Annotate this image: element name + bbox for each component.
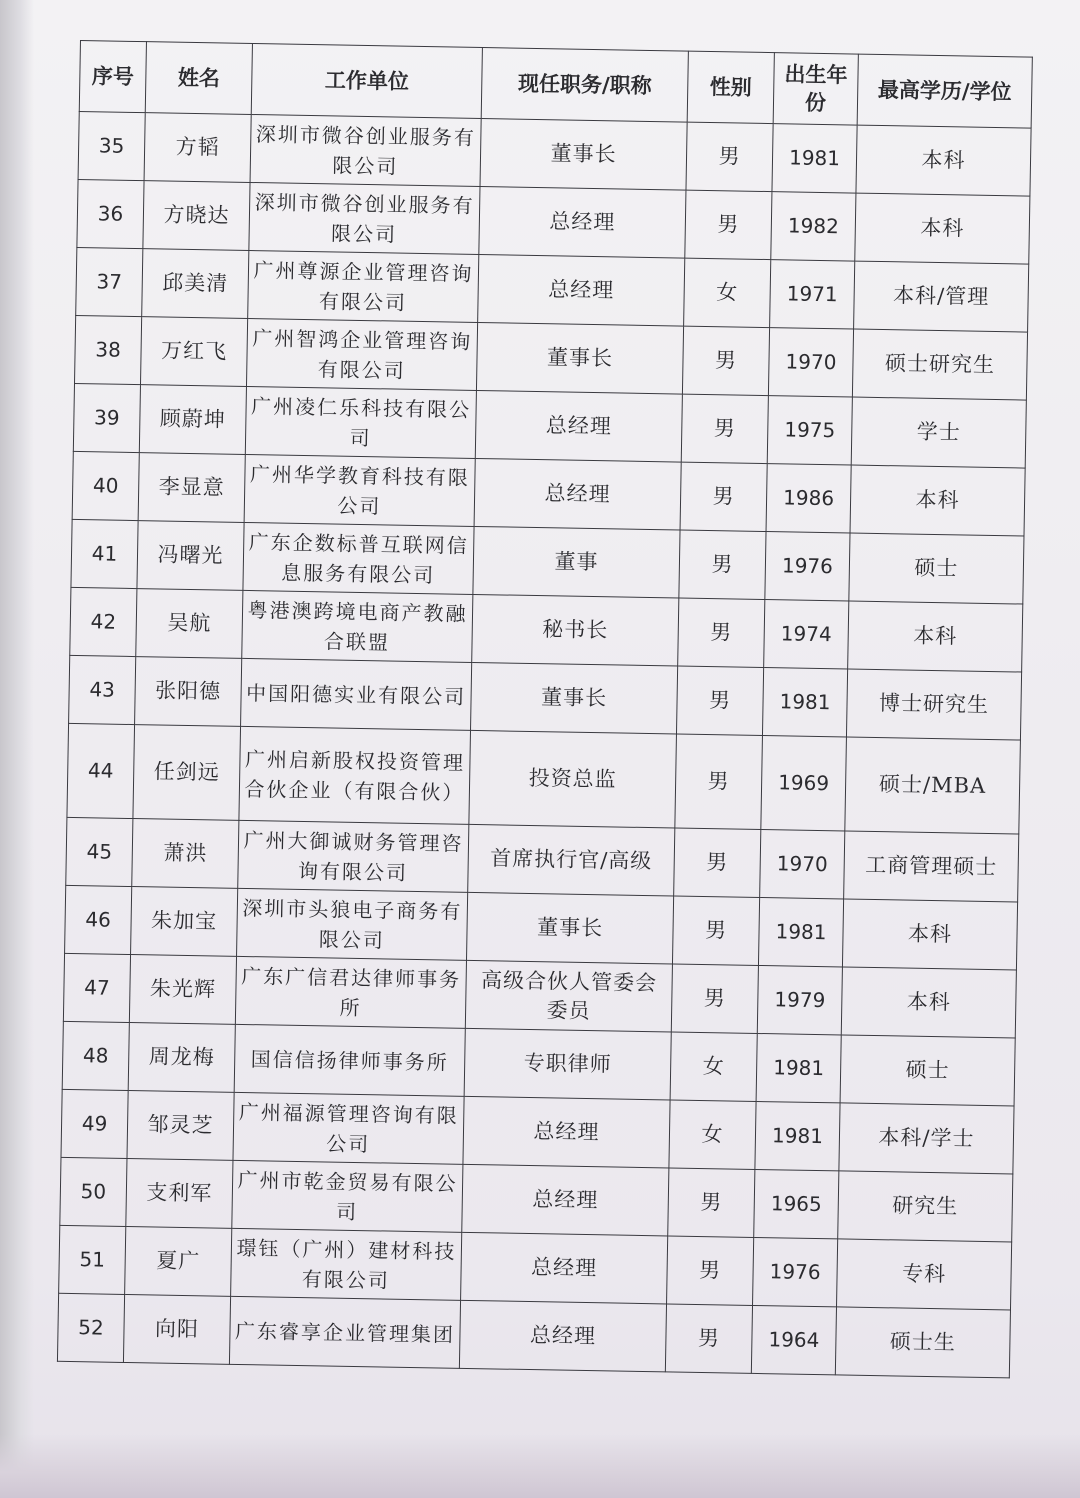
row-education: 本科/学士 xyxy=(839,1103,1014,1174)
row-education: 研究生 xyxy=(838,1171,1013,1242)
row-organization: 广州福源管理咨询有限公司 xyxy=(233,1092,464,1164)
row-education: 本科 xyxy=(841,967,1016,1038)
row-gender: 男 xyxy=(665,1304,752,1373)
row-education: 博士研究生 xyxy=(846,669,1021,740)
row-education: 本科 xyxy=(842,899,1017,970)
row-position: 董事 xyxy=(473,526,680,598)
row-gender: 男 xyxy=(668,1168,755,1237)
row-number: 52 xyxy=(57,1293,124,1362)
row-gender: 男 xyxy=(671,964,758,1033)
row-education: 硕士/MBA xyxy=(845,737,1021,834)
row-position: 总经理 xyxy=(462,1164,669,1236)
row-gender: 男 xyxy=(676,666,763,735)
row-position: 董事长 xyxy=(471,662,678,734)
page-binding-shadow xyxy=(0,0,34,1498)
row-birth-year: 1981 xyxy=(756,1033,841,1102)
row-organization: 广州尊源企业管理咨询有限公司 xyxy=(248,250,479,322)
row-gender: 男 xyxy=(678,598,765,667)
row-organization: 深圳市微谷创业服务有限公司 xyxy=(250,114,481,186)
row-birth-year: 1986 xyxy=(766,464,851,533)
row-position: 总经理 xyxy=(474,458,681,530)
row-organization: 广东广信君达律师事务所 xyxy=(235,956,466,1028)
row-position: 总经理 xyxy=(475,390,682,462)
row-gender: 男 xyxy=(675,734,763,829)
header-birth-year: 出生年份 xyxy=(773,53,858,125)
row-birth-year: 1971 xyxy=(770,260,855,329)
member-list-sheet xyxy=(57,40,1032,1378)
row-number: 50 xyxy=(60,1157,127,1226)
row-number: 48 xyxy=(62,1021,129,1090)
row-birth-year: 1975 xyxy=(767,396,852,465)
row-education: 硕士生 xyxy=(835,1307,1010,1378)
row-name: 方晓达 xyxy=(143,181,250,251)
row-name: 朱加宝 xyxy=(131,887,238,957)
row-education: 本科/管理 xyxy=(854,261,1029,332)
row-number: 38 xyxy=(75,315,142,384)
header-gender: 性别 xyxy=(687,51,774,123)
row-education: 学士 xyxy=(851,397,1026,468)
row-position: 董事长 xyxy=(466,892,673,964)
row-gender: 男 xyxy=(672,896,759,965)
row-organization: 粤港澳跨境电商产教融合联盟 xyxy=(242,590,473,662)
row-name: 万红飞 xyxy=(140,317,247,387)
row-name: 周龙梅 xyxy=(128,1023,235,1093)
page-bottom-edge xyxy=(0,1434,1080,1498)
row-position: 董事长 xyxy=(480,119,687,191)
row-organization: 中国阳德实业有限公司 xyxy=(241,658,472,730)
row-education: 本科 xyxy=(848,601,1023,672)
row-birth-year: 1964 xyxy=(751,1305,836,1374)
row-name: 顾蔚坤 xyxy=(139,385,246,455)
row-education: 硕士 xyxy=(840,1035,1015,1106)
row-position: 高级合伙人管委会委员 xyxy=(465,960,672,1032)
row-education: 专科 xyxy=(837,1239,1012,1310)
row-position: 总经理 xyxy=(463,1096,670,1168)
row-gender: 女 xyxy=(684,258,771,327)
row-gender: 男 xyxy=(685,190,772,259)
row-birth-year: 1970 xyxy=(768,328,853,397)
row-gender: 男 xyxy=(680,462,767,531)
row-number: 40 xyxy=(72,451,139,520)
row-number: 41 xyxy=(71,519,138,588)
row-organization: 广东企数标普互联网信息服务有限公司 xyxy=(243,522,474,594)
row-organization: 广州凌仁乐科技有限公司 xyxy=(245,386,476,458)
row-position: 总经理 xyxy=(461,1232,668,1304)
row-name: 邱美清 xyxy=(142,249,249,319)
row-number: 42 xyxy=(70,587,137,656)
row-organization: 广州市乾金贸易有限公司 xyxy=(232,1160,463,1232)
row-birth-year: 1979 xyxy=(757,965,842,1034)
header-education: 最高学历/学位 xyxy=(857,54,1032,128)
row-name: 李显意 xyxy=(138,453,245,523)
row-name: 朱光辉 xyxy=(129,955,236,1025)
row-birth-year: 1976 xyxy=(753,1237,838,1306)
row-name: 方韬 xyxy=(144,113,251,183)
row-birth-year: 1981 xyxy=(772,124,857,193)
row-number: 36 xyxy=(77,179,144,248)
row-number: 46 xyxy=(65,885,132,954)
row-gender: 男 xyxy=(686,122,773,191)
row-name: 萧洪 xyxy=(132,819,239,889)
row-organization: 璟钰（广州）建材科技有限公司 xyxy=(231,1228,462,1300)
row-birth-year: 1981 xyxy=(762,668,847,737)
row-name: 任剑远 xyxy=(133,725,241,821)
row-birth-year: 1974 xyxy=(764,600,849,669)
row-education: 工商管理硕士 xyxy=(844,831,1019,902)
row-gender: 女 xyxy=(670,1032,757,1101)
row-number: 43 xyxy=(69,655,136,724)
row-education: 硕士研究生 xyxy=(852,329,1027,400)
row-number: 47 xyxy=(63,953,130,1022)
row-name: 张阳德 xyxy=(135,657,242,727)
row-number: 39 xyxy=(73,383,140,452)
header-organization: 工作单位 xyxy=(251,44,482,119)
row-organization: 广州华学教育科技有限公司 xyxy=(244,454,475,526)
row-birth-year: 1965 xyxy=(754,1169,839,1238)
row-gender: 男 xyxy=(682,326,769,395)
row-position: 总经理 xyxy=(478,254,685,326)
header-position: 现任职务/职称 xyxy=(481,48,688,123)
row-number: 45 xyxy=(66,817,133,886)
row-birth-year: 1970 xyxy=(760,830,845,899)
row-organization: 广州大御诚财务管理咨询有限公司 xyxy=(238,820,469,892)
row-gender: 男 xyxy=(679,530,766,599)
row-position: 首席执行官/高级 xyxy=(468,824,675,896)
row-name: 邹灵芝 xyxy=(127,1091,234,1161)
row-organization: 广州智鸿企业管理咨询有限公司 xyxy=(246,318,477,390)
row-organization: 深圳市头狼电子商务有限公司 xyxy=(237,888,468,960)
row-education: 本科 xyxy=(855,193,1030,264)
row-birth-year: 1976 xyxy=(765,532,850,601)
member-table xyxy=(57,40,1033,1378)
row-number: 35 xyxy=(78,111,145,180)
row-education: 本科 xyxy=(850,465,1025,536)
row-organization: 国信信扬律师事务所 xyxy=(234,1024,465,1096)
row-number: 44 xyxy=(67,723,135,818)
row-number: 49 xyxy=(61,1089,128,1158)
row-position: 总经理 xyxy=(479,187,686,259)
row-position: 投资总监 xyxy=(469,730,677,828)
header-number: 序号 xyxy=(79,41,146,113)
row-education: 硕士 xyxy=(849,533,1024,604)
row-birth-year: 1981 xyxy=(758,897,843,966)
row-birth-year: 1982 xyxy=(771,192,856,261)
row-position: 总经理 xyxy=(459,1300,666,1372)
row-number: 51 xyxy=(59,1225,126,1294)
row-organization: 深圳市微谷创业服务有限公司 xyxy=(249,182,480,254)
row-organization: 广州启新股权投资管理合伙企业（有限合伙） xyxy=(239,726,471,824)
row-name: 支利军 xyxy=(126,1158,233,1228)
row-gender: 男 xyxy=(681,394,768,463)
row-position: 董事长 xyxy=(476,322,683,394)
row-birth-year: 1981 xyxy=(755,1101,840,1170)
row-name: 向阳 xyxy=(123,1294,230,1364)
row-name: 吴航 xyxy=(136,589,243,659)
row-name: 冯曙光 xyxy=(137,521,244,591)
row-position: 秘书长 xyxy=(472,594,679,666)
row-gender: 女 xyxy=(669,1100,756,1169)
row-education: 本科 xyxy=(856,125,1031,196)
row-position: 专职律师 xyxy=(464,1028,671,1100)
row-gender: 男 xyxy=(667,1236,754,1305)
row-name: 夏广 xyxy=(125,1226,232,1296)
table-row xyxy=(67,723,1020,834)
row-organization: 广东睿享企业管理集团 xyxy=(229,1296,460,1368)
row-gender: 男 xyxy=(674,828,761,897)
row-birth-year: 1969 xyxy=(761,736,847,831)
header-name: 姓名 xyxy=(145,42,252,115)
row-number: 37 xyxy=(76,247,143,316)
